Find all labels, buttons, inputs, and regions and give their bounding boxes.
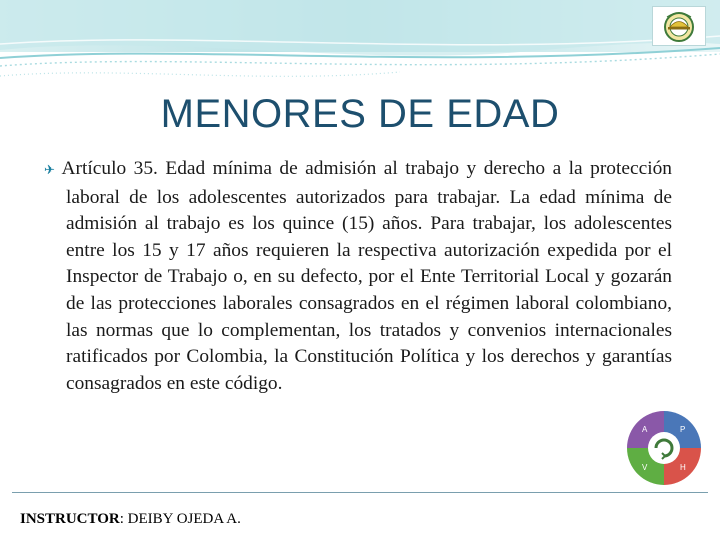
footer-divider (12, 492, 708, 493)
pdca-v-label: V (642, 463, 648, 472)
slide-title: MENORES DE EDAD (160, 92, 560, 136)
pdca-wheel-icon (622, 406, 706, 490)
bullet-icon: ✈ (44, 163, 58, 178)
footer-instructor (20, 511, 241, 528)
pdca-p-label: P (680, 425, 686, 434)
institution-logo (652, 6, 706, 46)
article-text: Artículo 35. Edad mínima de admisión al trabajo y derecho a la protección laboral de los adolescentes autorizados para trabajar. La edad mínima de admisión al trabajo es los quince (15) años. Para trabajar, los adolescentes entre los 15 y 17 años requieren la respectiva autorización expedida por el Inspector de Trabajo o, en su defecto, por el Ente Territorial Local y gozarán de las protecciones laborales consagrados en el régimen laboral colombiano, las normas que lo complementan, los tratados y convenios internacionales ratificados por Colombia, la Constitución Política y los derechos y garantías consagrados en este código. (61, 158, 672, 394)
pdca-cycle-diagram (622, 406, 706, 490)
pdca-h-label: H (680, 463, 686, 472)
header-swoosh-band (0, 0, 720, 90)
article-paragraph (44, 156, 672, 397)
pdca-a-label: A (642, 425, 648, 434)
footer-label: INSTRUCTOR (20, 511, 120, 527)
footer-name: : DEIBY OJEDA A. (119, 511, 241, 527)
header-swoosh-graphic (0, 0, 720, 90)
article-text-block (44, 156, 672, 397)
hardhat-logo-icon (653, 7, 705, 45)
